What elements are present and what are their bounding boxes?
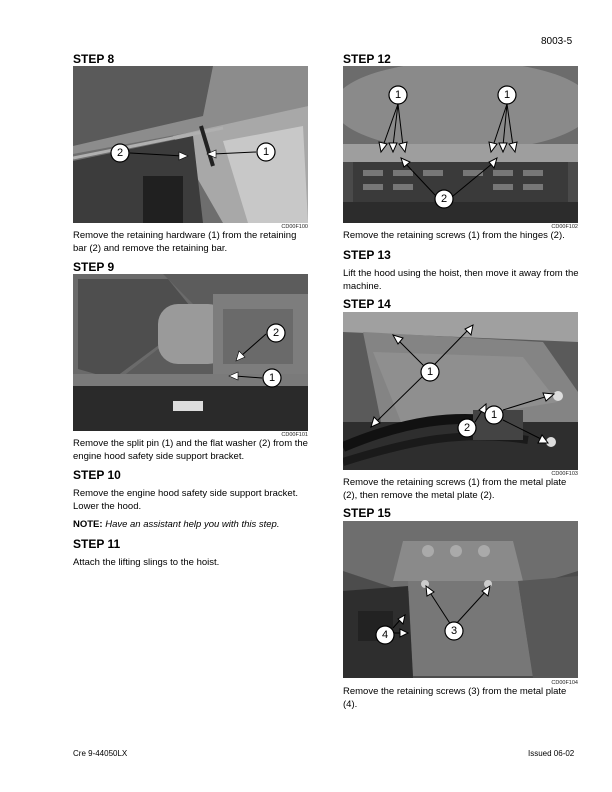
note-label: NOTE:: [73, 519, 103, 530]
step-14-heading: STEP 14: [343, 297, 391, 311]
step-14-photo: [343, 312, 578, 470]
svg-text:2: 2: [463, 422, 471, 434]
step-15-photo: [343, 521, 578, 678]
step-10-text: Remove the engine hood safety side support bracket. Lower the hood.: [73, 488, 298, 512]
step-12-photo: [343, 66, 578, 223]
step-11-heading: STEP 11: [73, 537, 121, 551]
footer-issue-date: Issued 06-02: [528, 749, 575, 758]
svg-text:3: 3: [450, 625, 458, 637]
step-12-callout-1-left: [389, 86, 407, 104]
note-text: Have an assistant help you with this step.: [105, 519, 280, 530]
step-8-heading: STEP 8: [73, 52, 115, 66]
step-8-callout-1: [257, 143, 275, 161]
step-14-text: Remove the retaining screws (1) from the metal plate (2), then remove the metal plate (2).: [343, 477, 567, 501]
step-12-text: Remove the retaining screws (1) from the hinges (2).: [343, 230, 565, 241]
svg-text:2: 2: [272, 327, 280, 339]
step-9-photo: [73, 274, 308, 431]
step-11-text: Attach the lifting slings to the hoist.: [73, 557, 220, 568]
svg-text:1: 1: [268, 372, 276, 384]
step-9-text: Remove the split pin (1) and the flat washer (2) from the engine hood safety side support bracket.: [73, 438, 308, 462]
step-13-text: Lift the hood using the hoist, then move it away from the machine.: [343, 268, 579, 292]
step-14-callout-2: [458, 419, 476, 437]
svg-text:2: 2: [440, 193, 448, 205]
step-8-figure-code: CD00F100: [281, 224, 308, 230]
step-12-callout-2: [435, 190, 453, 208]
page-number: 8003-5: [541, 36, 573, 47]
step-12-callout-1-right: [498, 86, 516, 104]
step-14-figure-code: CD00F103: [551, 471, 578, 477]
step-9-figure-code: CD00F101: [281, 432, 308, 438]
step-13-heading: STEP 13: [343, 248, 391, 262]
step-14-callout-1-right: [485, 406, 503, 424]
step-14-callout-1-left: [421, 363, 439, 381]
footer-document-code: Cre 9-44050LX: [73, 749, 128, 758]
step-12-figure-code: CD00F102: [551, 224, 578, 230]
step-15-callout-3: [445, 622, 463, 640]
step-15-text: Remove the retaining screws (3) from the metal plate (4).: [343, 686, 567, 710]
svg-text:1: 1: [426, 366, 434, 378]
step-15-callout-4: [376, 626, 394, 644]
svg-text:1: 1: [394, 89, 402, 101]
step-8-photo: [73, 66, 308, 223]
step-9-heading: STEP 9: [73, 260, 115, 274]
svg-text:1: 1: [503, 89, 511, 101]
step-8-callout-2: [111, 144, 129, 162]
step-15-heading: STEP 15: [343, 506, 391, 520]
svg-text:4: 4: [381, 629, 389, 641]
step-10-heading: STEP 10: [73, 468, 121, 482]
svg-text:2: 2: [116, 147, 124, 159]
step-15-figure-code: CD00F104: [551, 680, 578, 686]
step-9-callout-1: [263, 369, 281, 387]
svg-text:1: 1: [490, 409, 498, 421]
step-8-text: Remove the retaining hardware (1) from the retaining bar (2) and remove the retaining bar.: [73, 230, 297, 254]
svg-text:1: 1: [262, 146, 270, 158]
step-9-callout-2: [267, 324, 285, 342]
step-10-note: [73, 519, 309, 532]
step-12-heading: STEP 12: [343, 52, 391, 66]
